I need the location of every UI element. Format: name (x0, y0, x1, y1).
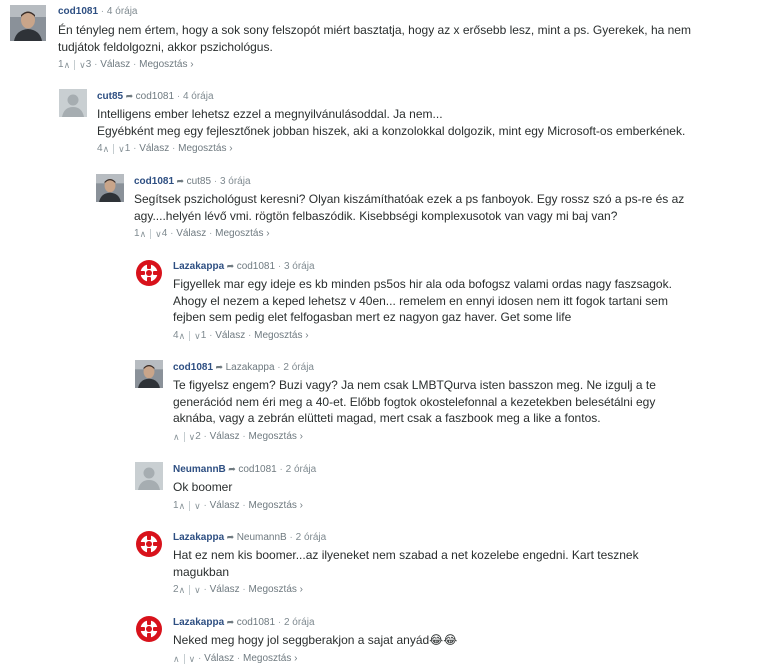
comment-header (173, 259, 672, 273)
separator: · (174, 91, 183, 102)
comment-text-line: Segítsek pszichológust keresni? Olyan kiszámíthatóak ezek a ps fanboyok. Egy rossz szó a ps-re és az (134, 192, 685, 206)
timestamp-link[interactable]: 4 órája (182, 91, 214, 102)
reply-button[interactable]: Válasz (139, 143, 170, 155)
avatar[interactable] (135, 615, 163, 643)
separator: · (206, 329, 216, 341)
reply-arrow-icon: ➦ (123, 91, 136, 101)
avatar[interactable] (135, 360, 163, 388)
upvote-count: 1 (134, 228, 140, 239)
comment-footer (58, 58, 691, 72)
separator: · (239, 430, 249, 442)
avatar[interactable] (135, 462, 163, 490)
timestamp-link[interactable]: 2 órája (283, 617, 315, 628)
vote-divider (189, 585, 190, 595)
reply-arrow-icon: ➦ (224, 261, 237, 271)
comment-body (173, 259, 672, 343)
comment-body (173, 615, 457, 666)
upvote-button[interactable] (97, 142, 109, 157)
chevron-up-icon: ∧ (178, 500, 186, 511)
comment-text-line: tudjátok feldolgozni, akkor pszichológus. (58, 39, 273, 54)
share-button[interactable]: Megosztás › (248, 430, 304, 442)
comment-text (173, 377, 656, 427)
reply-button[interactable]: Válasz (209, 584, 240, 596)
avatar[interactable] (59, 89, 87, 117)
vote-divider (150, 229, 151, 239)
chevron-up-icon: ∧ (173, 431, 180, 442)
comment-footer (173, 329, 672, 343)
downvote-button[interactable] (155, 227, 167, 242)
comment-body (173, 530, 639, 597)
share-button[interactable]: Megosztás › (178, 143, 233, 155)
avatar[interactable] (96, 174, 124, 202)
comment-text-line: Intelligens ember lehetsz ezzel a megnyilvánulásoddal. Ja nem... (97, 107, 443, 121)
reply-arrow-icon: ➦ (174, 176, 187, 186)
avatar[interactable] (135, 259, 163, 287)
timestamp-link[interactable]: 2 órája (295, 532, 327, 543)
upvote-count: 1 (58, 59, 64, 70)
reply-arrow-icon: ➦ (224, 617, 237, 627)
separator: · (98, 6, 107, 17)
comment-text-line: Figyellek mar egy ideje es kb minden ps5os hir ala oda bofogsz valami ordas nagy faszsagok. (173, 277, 672, 291)
ign-logo-icon (135, 530, 163, 558)
separator: · (275, 617, 284, 628)
separator: · (200, 430, 210, 442)
comment-body (134, 174, 684, 241)
comment-text (134, 191, 684, 224)
author-link[interactable]: cut85 (97, 91, 124, 102)
timestamp-link[interactable]: 3 órája (283, 261, 315, 272)
vote-divider (184, 432, 185, 442)
comment-text-line: generációd nem éri meg a 40-et. Előbb fogtok okostelefonnal a kezetekben belesétálni egy (173, 394, 656, 409)
separator: · (91, 59, 101, 71)
comment-footer (173, 583, 639, 597)
upvote-count: 4 (173, 329, 179, 341)
user-photo-icon (135, 360, 163, 388)
timestamp-link[interactable]: 2 órája (285, 464, 317, 475)
author-link[interactable]: Lazakappa (173, 532, 225, 543)
separator: · (206, 228, 216, 240)
vote-divider (189, 501, 190, 511)
comment-text (173, 479, 316, 496)
upvote-button[interactable] (173, 652, 180, 667)
comment-header (134, 174, 684, 188)
ign-logo-icon (135, 259, 163, 287)
comment-text-line: Neked meg hogy jol seggberakjon a sajat anyád😂😂 (173, 633, 458, 647)
downvote-button[interactable] (194, 499, 201, 514)
separator: · (276, 464, 286, 475)
comment-header (173, 530, 639, 544)
comment-text-line: Hat ez nem kis boomer...az ilyeneket nem szabad a net kozelebe engedni. Kart tesznek (173, 548, 639, 562)
vote-divider (74, 60, 75, 70)
chevron-down-icon: ∨ (194, 585, 201, 595)
comment-body (58, 5, 691, 72)
avatar[interactable] (10, 5, 46, 41)
reply-button[interactable]: Válasz (215, 329, 246, 341)
downvote-button[interactable] (189, 652, 196, 667)
author-link[interactable]: cod1081 (58, 6, 99, 17)
comment-body (173, 360, 656, 444)
reply-to-link[interactable]: NeumannB (236, 532, 287, 543)
reply-to-link[interactable]: cod1081 (236, 617, 276, 628)
chevron-up-icon: ∧ (178, 585, 186, 595)
comment-header (173, 360, 656, 374)
comment-text-line: Egyébként meg egy fejlesztőnek jobban hiszek, aki a konzolokkal dolgozik, mint egy Microsoft-os emberkének. (97, 123, 686, 138)
separator: · (130, 59, 140, 71)
upvote-button[interactable] (173, 583, 185, 598)
reply-to-link[interactable]: cod1081 (238, 464, 277, 475)
comment-footer (173, 430, 656, 444)
upvote-button[interactable] (173, 499, 185, 514)
reply-button[interactable]: Válasz (204, 652, 235, 664)
separator: · (239, 584, 249, 596)
comment-body (173, 462, 316, 513)
comment-text (58, 22, 691, 55)
comment-body (97, 89, 685, 156)
separator: · (234, 652, 243, 664)
author-link[interactable]: Lazakappa (173, 617, 225, 628)
upvote-button[interactable] (134, 227, 146, 242)
comment-text-line: fejben sem pedig elet felfogasban mert ez nagyon gaz haver. Get some life (173, 310, 572, 324)
comment-footer (97, 142, 685, 156)
default-avatar-icon (135, 462, 163, 490)
separator: · (169, 143, 179, 155)
downvote-count: 4 (161, 228, 168, 239)
timestamp-link[interactable]: 4 órája (106, 6, 138, 17)
comment-text-line: Én tényleg nem értem, hogy a sok sony felszopót miért basztatja, hogy az x erősebb lesz, mint a ps. Gyerekek, ha nem (58, 23, 691, 37)
comment-text-line: agy....helyén lévő vmi. rögtön felbaszódik. Kisebbségi komplexusotok van vagy mi baj van? (134, 208, 618, 223)
comment-text-line: Ahogy el nezem a keped lehetsz v 40en... remelem en ennyi idosen nem itt fogok tartani sem (173, 293, 668, 308)
downvote-button[interactable] (194, 329, 206, 344)
share-button[interactable]: Megosztás › (215, 228, 270, 240)
comment-header (97, 89, 685, 103)
chevron-up-icon: ∧ (178, 330, 186, 341)
separator: · (286, 532, 296, 543)
author-link[interactable]: NeumannB (173, 464, 226, 475)
user-photo-icon (96, 174, 124, 202)
downvote-count: 2 (195, 430, 201, 442)
comment-text-line: magukban (173, 564, 230, 579)
reply-to-link[interactable]: Lazakappa (225, 362, 275, 373)
separator: · (275, 261, 284, 272)
reply-arrow-icon: ➦ (225, 464, 239, 474)
avatar[interactable] (135, 530, 163, 558)
share-button[interactable]: Megosztás › (254, 329, 309, 341)
comment-text-line: aknába, vagy a zebrán elütteti magad, mert csak a faszbook meg a like a fontos. (173, 411, 601, 425)
timestamp-link[interactable]: 3 órája (219, 176, 251, 187)
reply-button[interactable]: Válasz (209, 499, 240, 511)
ign-logo-icon (135, 615, 163, 643)
comment-text-line: Ok boomer (173, 480, 233, 494)
downvote-button[interactable] (194, 583, 201, 598)
reply-button[interactable]: Válasz (209, 430, 240, 442)
timestamp-link[interactable]: 2 órája (283, 362, 314, 373)
vote-divider (113, 144, 114, 154)
downvote-count: 1 (200, 329, 207, 341)
downvote-count: 1 (124, 143, 131, 154)
chevron-down-icon: ∨ (155, 229, 162, 239)
comment-footer (134, 227, 684, 241)
vote-divider (184, 654, 185, 664)
chevron-down-icon: ∨ (118, 144, 125, 154)
chevron-down-icon: ∨ (194, 330, 201, 341)
comment-header (173, 462, 316, 476)
comment-text-line: Te figyelsz engem? Buzi vagy? Ja nem csak LMBTQurva isten basszon meg. Ne izgulj a te (173, 378, 656, 392)
chevron-up-icon: ∧ (63, 60, 71, 70)
user-photo-icon (10, 5, 46, 41)
comment-text (97, 106, 685, 139)
separator: · (211, 176, 220, 187)
share-button[interactable]: Megosztás › (139, 59, 194, 71)
separator: · (167, 228, 177, 240)
comment-text (173, 276, 672, 326)
comment-text (173, 547, 639, 580)
comment-header (58, 5, 691, 19)
upvote-button[interactable] (173, 329, 185, 344)
separator: · (130, 143, 140, 155)
upvote-count: 1 (173, 499, 179, 511)
comment-text (173, 632, 457, 649)
default-avatar-icon (59, 89, 87, 117)
upvote-button[interactable] (173, 430, 180, 445)
share-button[interactable]: Megosztás › (248, 584, 304, 596)
upvote-count: 4 (97, 143, 103, 154)
separator: · (245, 329, 255, 341)
reply-button[interactable]: Válasz (100, 59, 131, 71)
chevron-up-icon: ∧ (102, 144, 110, 154)
separator: · (274, 362, 284, 373)
author-link[interactable]: Lazakappa (173, 261, 225, 272)
comment-footer (173, 652, 457, 666)
downvote-button[interactable] (189, 430, 201, 445)
comment-header (173, 615, 457, 629)
chevron-up-icon: ∧ (173, 653, 180, 664)
reply-arrow-icon: ➦ (224, 532, 237, 542)
reply-arrow-icon: ➦ (213, 362, 226, 372)
downvote-count: 3 (85, 59, 92, 70)
comment-footer (173, 499, 316, 513)
chevron-down-icon: ∨ (79, 60, 86, 70)
downvote-button[interactable] (118, 142, 130, 157)
chevron-down-icon: ∨ (188, 431, 196, 442)
author-link[interactable]: cod1081 (173, 362, 214, 373)
chevron-up-icon: ∧ (139, 229, 147, 239)
upvote-count: 2 (173, 584, 179, 595)
separator: · (200, 584, 210, 596)
share-button[interactable]: Megosztás › (248, 499, 304, 511)
vote-divider (189, 331, 190, 341)
reply-button[interactable]: Válasz (176, 228, 207, 240)
downvote-button[interactable] (79, 58, 91, 73)
reply-to-link[interactable]: cod1081 (236, 261, 276, 272)
reply-to-link[interactable]: cod1081 (135, 91, 175, 102)
share-button[interactable]: Megosztás › (242, 652, 298, 664)
chevron-down-icon: ∨ (194, 500, 201, 511)
separator: · (239, 499, 249, 511)
separator: · (195, 652, 205, 664)
chevron-down-icon: ∨ (188, 653, 196, 664)
upvote-button[interactable] (58, 58, 70, 73)
author-link[interactable]: cod1081 (134, 176, 175, 187)
reply-to-link[interactable]: cut85 (186, 176, 212, 187)
separator: · (200, 499, 210, 511)
